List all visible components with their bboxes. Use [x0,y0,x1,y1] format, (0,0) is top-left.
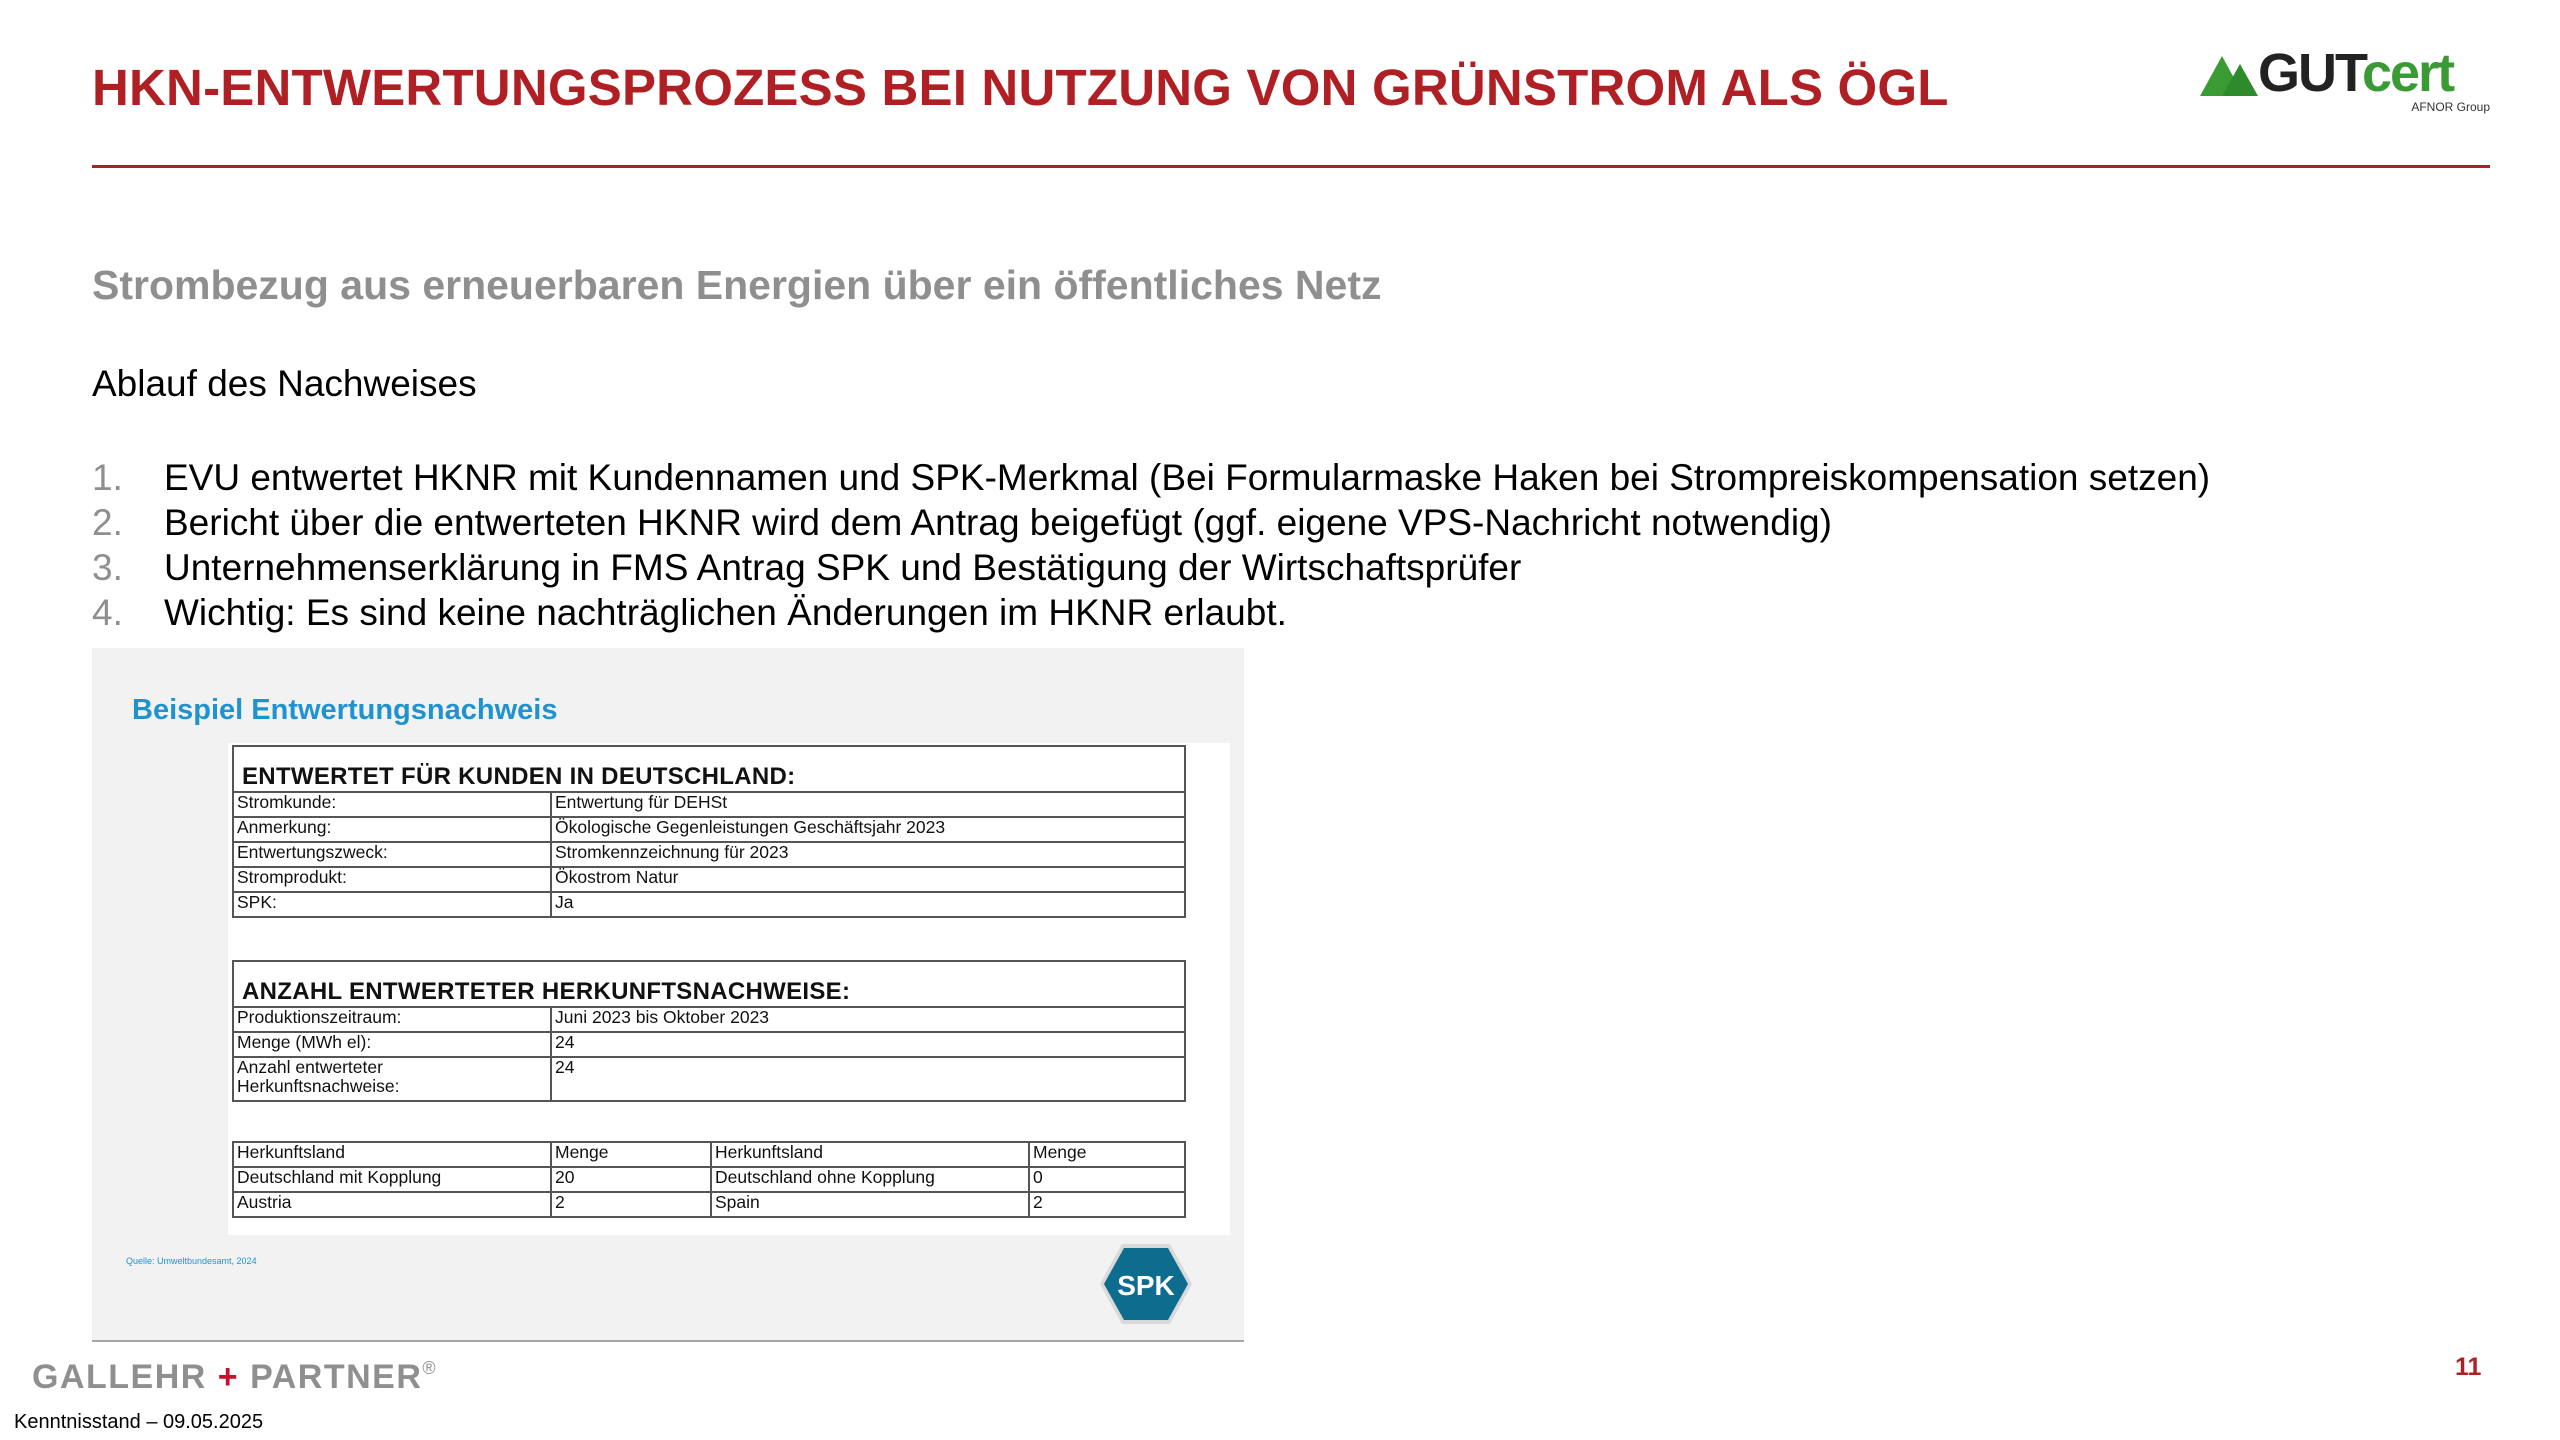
example-title: Beispiel Entwertungsnachweis [132,694,558,726]
table-row [233,1142,1185,1167]
example-panel [92,648,1244,1342]
table-cell: Spain [711,1192,1029,1217]
column-header: Herkunftsland [233,1142,551,1167]
row-label: Menge (MWh el): [233,1032,551,1057]
gutcert-logo [2200,43,2490,118]
title-divider [92,165,2490,168]
step-text: Unternehmenserklärung in FMS Antrag SPK und Bestätigung der Wirtschaftsprüfer [164,547,1522,588]
page-title: HKN-ENTWERTUNGSPROZESS BEI NUTZUNG VON GRÜNSTROM ALS ÖGL [92,59,1949,116]
table-row [233,1167,1185,1192]
column-header: Menge [551,1142,711,1167]
example-document [228,743,1230,1235]
list-item [92,590,2210,635]
brand-plus: + [217,1358,240,1396]
brand-left: GALLEHR [32,1358,207,1396]
row-value: Juni 2023 bis Oktober 2023 [551,1007,1185,1032]
source-note: Quelle: Umweltbundesamt, 2024 [126,1256,257,1266]
certificates-table [232,960,1186,1102]
row-value: Stromkennzeichnung für 2023 [551,842,1185,867]
step-number: 1. [92,457,123,498]
column-header: Menge [1029,1142,1185,1167]
logo-text-main: GUT [2258,43,2362,103]
table-row [233,1192,1185,1217]
row-label: Stromprodukt: [233,867,551,892]
row-value: 24 [551,1057,1185,1101]
table-row [233,842,1185,867]
table-row [233,817,1185,842]
step-number: 2. [92,502,123,543]
table-cell: Austria [233,1192,551,1217]
logo-text-accent: cert [2361,43,2454,103]
subtitle: Strombezug aus erneuerbaren Energien über ein öffentliches Netz [92,262,1382,308]
spk-badge-icon [1098,1240,1194,1328]
steps-list [92,455,2210,635]
row-label: Entwertungszweck: [233,842,551,867]
row-value: Entwertung für DEHSt [551,792,1185,817]
customer-table [232,745,1186,918]
logo-subtext: AFNOR Group [2411,100,2490,114]
row-value: Ja [551,892,1185,917]
table-row [233,746,1185,792]
table-heading: ENTWERTET FÜR KUNDEN IN DEUTSCHLAND: [233,746,1185,792]
step-text: Bericht über die entwerteten HKNR wird dem Antrag beigefügt (ggf. eigene VPS-Nachricht notwendig) [164,502,1832,543]
step-text: EVU entwertet HKNR mit Kundennamen und SPK-Merkmal (Bei Formularmaske Haken bei Strompreiskompensation setzen) [164,457,2211,498]
brand-logo [32,1358,437,1397]
table-cell: Deutschland mit Kopplung [233,1167,551,1192]
list-item [92,500,2210,545]
list-item [92,455,2210,500]
row-value: Ökologische Gegenleistungen Geschäftsjahr 2023 [551,817,1185,842]
step-number: 4. [92,592,123,633]
brand-registered: ® [422,1358,438,1378]
table-heading: ANZAHL ENTWERTETER HERKUNFTSNACHWEISE: [233,961,1185,1007]
table-row [233,1057,1185,1101]
row-label: Anzahl entwerteter Herkunftsnachweise: [233,1057,551,1101]
table-row [233,1032,1185,1057]
row-label: Anmerkung: [233,817,551,842]
row-value: 24 [551,1032,1185,1057]
status-date: Kenntnisstand – 09.05.2025 [14,1411,264,1433]
table-cell: 2 [1029,1192,1185,1217]
table-row [233,867,1185,892]
table-cell: 20 [551,1167,711,1192]
row-label: Produktionszeitraum: [233,1007,551,1032]
table-cell: Deutschland ohne Kopplung [711,1167,1029,1192]
spk-badge-label: SPK [1117,1270,1175,1301]
list-item [92,545,2210,590]
table-row [233,1007,1185,1032]
row-label: SPK: [233,892,551,917]
origin-table [232,1141,1186,1218]
table-row [233,961,1185,1007]
row-value: Ökostrom Natur [551,867,1185,892]
brand-right: PARTNER [250,1358,423,1396]
table-row [233,892,1185,917]
page-number: 11 [2455,1353,2482,1381]
row-label: Stromkunde: [233,792,551,817]
step-number: 3. [92,547,123,588]
step-text: Wichtig: Es sind keine nachträglichen Änderungen im HKNR erlaubt. [164,592,1287,633]
table-row [233,792,1185,817]
table-cell: 2 [551,1192,711,1217]
column-header: Herkunftsland [711,1142,1029,1167]
table-cell: 0 [1029,1167,1185,1192]
logo-wordmark [2258,42,2453,104]
section-label: Ablauf des Nachweises [92,363,477,404]
